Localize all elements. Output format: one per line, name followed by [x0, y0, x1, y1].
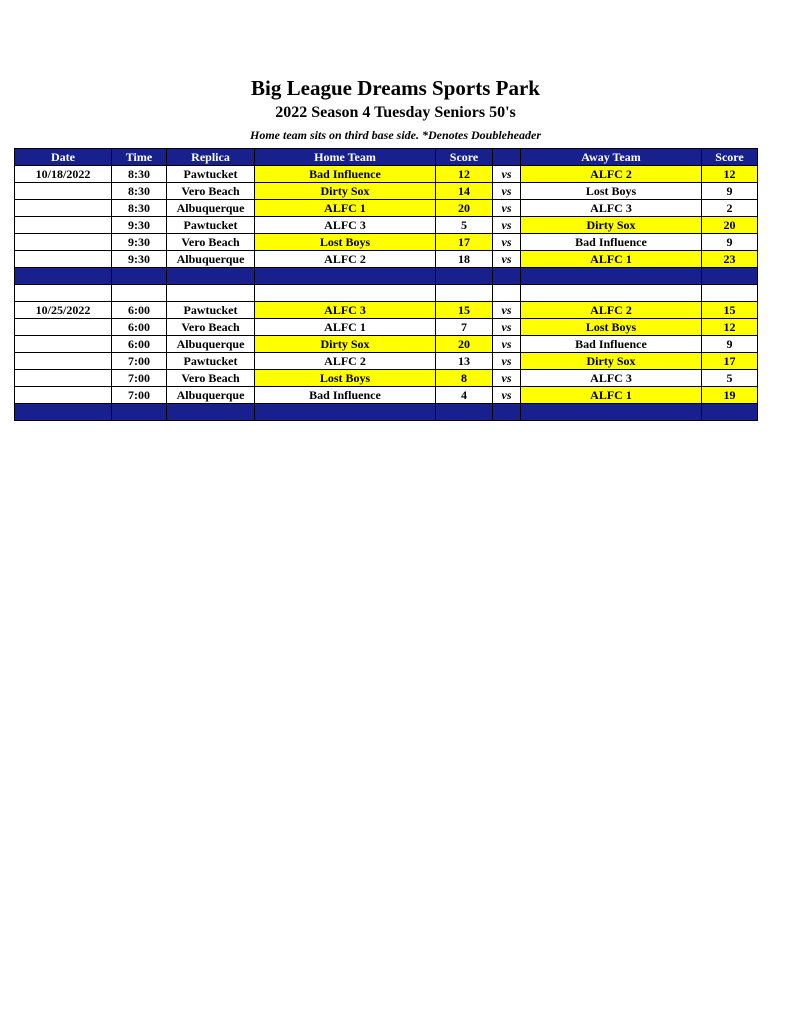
replica-cell: Vero Beach [167, 319, 255, 336]
blank-cell [167, 285, 255, 302]
home-score-cell: 4 [436, 387, 493, 404]
home-score-cell: 20 [436, 336, 493, 353]
away-team-cell: ALFC 2 [521, 302, 702, 319]
replica-cell: Vero Beach [167, 234, 255, 251]
separator-cell [15, 268, 112, 285]
home-team-cell: Lost Boys [255, 370, 436, 387]
col-header-vs [493, 149, 521, 166]
away-score-cell: 9 [702, 183, 758, 200]
home-team-cell: ALFC 3 [255, 302, 436, 319]
time-cell: 8:30 [112, 166, 167, 183]
blank-cell [493, 285, 521, 302]
date-cell [15, 183, 112, 200]
away-team-cell: ALFC 2 [521, 166, 702, 183]
time-cell: 9:30 [112, 234, 167, 251]
away-team-cell: Dirty Sox [521, 217, 702, 234]
col-header-home-team: Home Team [255, 149, 436, 166]
away-score-cell: 12 [702, 319, 758, 336]
col-header-away-score: Score [702, 149, 758, 166]
date-cell [15, 200, 112, 217]
separator-cell [255, 268, 436, 285]
away-score-cell: 19 [702, 387, 758, 404]
replica-cell: Albuquerque [167, 387, 255, 404]
vs-cell: vs [493, 302, 521, 319]
table-row [15, 336, 758, 353]
time-cell: 9:30 [112, 251, 167, 268]
vs-cell: vs [493, 387, 521, 404]
home-score-cell: 8 [436, 370, 493, 387]
home-score-cell: 14 [436, 183, 493, 200]
separator-cell [436, 268, 493, 285]
vs-cell: vs [493, 353, 521, 370]
replica-cell: Albuquerque [167, 200, 255, 217]
time-cell: 6:00 [112, 336, 167, 353]
separator-cell [702, 268, 758, 285]
vs-cell: vs [493, 251, 521, 268]
separator-cell [493, 404, 521, 421]
home-team-cell: ALFC 1 [255, 319, 436, 336]
replica-cell: Albuquerque [167, 336, 255, 353]
table-row [15, 200, 758, 217]
away-team-cell: Bad Influence [521, 336, 702, 353]
replica-cell: Pawtucket [167, 217, 255, 234]
blank-cell [255, 285, 436, 302]
blank-row [15, 285, 758, 302]
away-team-cell: Lost Boys [521, 319, 702, 336]
table-row [15, 319, 758, 336]
away-team-cell: Bad Influence [521, 234, 702, 251]
schedule-body [15, 166, 758, 421]
date-cell [15, 319, 112, 336]
home-team-cell: ALFC 2 [255, 251, 436, 268]
table-row [15, 302, 758, 319]
away-team-cell: ALFC 1 [521, 251, 702, 268]
date-cell: 10/25/2022 [15, 302, 112, 319]
table-row [15, 387, 758, 404]
vs-cell: vs [493, 200, 521, 217]
separator-row [15, 404, 758, 421]
away-score-cell: 5 [702, 370, 758, 387]
away-team-cell: Lost Boys [521, 183, 702, 200]
home-team-cell: ALFC 1 [255, 200, 436, 217]
away-score-cell: 20 [702, 217, 758, 234]
time-cell: 8:30 [112, 200, 167, 217]
replica-cell: Pawtucket [167, 302, 255, 319]
date-cell [15, 336, 112, 353]
header-row [15, 149, 758, 166]
away-score-cell: 17 [702, 353, 758, 370]
separator-cell [112, 404, 167, 421]
vs-cell: vs [493, 217, 521, 234]
replica-cell: Albuquerque [167, 251, 255, 268]
separator-cell [493, 268, 521, 285]
separator-cell [167, 268, 255, 285]
separator-cell [255, 404, 436, 421]
vs-cell: vs [493, 370, 521, 387]
home-score-cell: 13 [436, 353, 493, 370]
vs-cell: vs [493, 183, 521, 200]
separator-cell [702, 404, 758, 421]
table-row [15, 183, 758, 200]
date-cell [15, 217, 112, 234]
date-cell [15, 353, 112, 370]
home-team-cell: Dirty Sox [255, 183, 436, 200]
home-team-cell: Dirty Sox [255, 336, 436, 353]
time-cell: 7:00 [112, 387, 167, 404]
home-score-cell: 7 [436, 319, 493, 336]
table-row [15, 353, 758, 370]
away-score-cell: 9 [702, 234, 758, 251]
blank-cell [15, 285, 112, 302]
away-score-cell: 23 [702, 251, 758, 268]
vs-cell: vs [493, 234, 521, 251]
home-team-cell: Bad Influence [255, 166, 436, 183]
time-cell: 7:00 [112, 370, 167, 387]
separator-cell [112, 268, 167, 285]
away-score-cell: 15 [702, 302, 758, 319]
home-score-cell: 12 [436, 166, 493, 183]
vs-cell: vs [493, 336, 521, 353]
home-score-cell: 15 [436, 302, 493, 319]
blank-cell [521, 285, 702, 302]
separator-cell [436, 404, 493, 421]
page-title: Big League Dreams Sports Park [251, 76, 540, 100]
col-header-date: Date [15, 149, 112, 166]
home-team-cell: ALFC 3 [255, 217, 436, 234]
time-cell: 6:00 [112, 302, 167, 319]
home-score-cell: 17 [436, 234, 493, 251]
col-header-home-score: Score [436, 149, 493, 166]
home-score-cell: 5 [436, 217, 493, 234]
away-team-cell: Dirty Sox [521, 353, 702, 370]
home-team-cell: ALFC 2 [255, 353, 436, 370]
date-cell [15, 370, 112, 387]
away-score-cell: 9 [702, 336, 758, 353]
separator-cell [167, 404, 255, 421]
col-header-away-team: Away Team [521, 149, 702, 166]
replica-cell: Pawtucket [167, 166, 255, 183]
away-team-cell: ALFC 3 [521, 200, 702, 217]
time-cell: 9:30 [112, 217, 167, 234]
blank-cell [702, 285, 758, 302]
home-score-cell: 20 [436, 200, 493, 217]
home-team-cell: Lost Boys [255, 234, 436, 251]
replica-cell: Pawtucket [167, 353, 255, 370]
schedule-table [14, 148, 758, 421]
replica-cell: Vero Beach [167, 183, 255, 200]
home-score-cell: 18 [436, 251, 493, 268]
away-team-cell: ALFC 1 [521, 387, 702, 404]
date-cell [15, 234, 112, 251]
away-team-cell: ALFC 3 [521, 370, 702, 387]
time-cell: 7:00 [112, 353, 167, 370]
blank-cell [112, 285, 167, 302]
away-score-cell: 2 [702, 200, 758, 217]
page-subtitle: 2022 Season 4 Tuesday Seniors 50's [275, 104, 516, 121]
col-header-replica: Replica [167, 149, 255, 166]
date-cell [15, 387, 112, 404]
blank-cell [436, 285, 493, 302]
table-row [15, 370, 758, 387]
away-score-cell: 12 [702, 166, 758, 183]
table-row [15, 166, 758, 183]
table-row [15, 251, 758, 268]
home-team-cell: Bad Influence [255, 387, 436, 404]
vs-cell: vs [493, 319, 521, 336]
replica-cell: Vero Beach [167, 370, 255, 387]
vs-cell: vs [493, 166, 521, 183]
separator-cell [521, 268, 702, 285]
separator-cell [521, 404, 702, 421]
time-cell: 6:00 [112, 319, 167, 336]
page-note: Home team sits on third base side. *Denotes Doubleheader [250, 128, 541, 142]
table-row [15, 234, 758, 251]
table-row [15, 217, 758, 234]
date-cell [15, 251, 112, 268]
separator-row [15, 268, 758, 285]
time-cell: 8:30 [112, 183, 167, 200]
date-cell: 10/18/2022 [15, 166, 112, 183]
separator-cell [15, 404, 112, 421]
col-header-time: Time [112, 149, 167, 166]
